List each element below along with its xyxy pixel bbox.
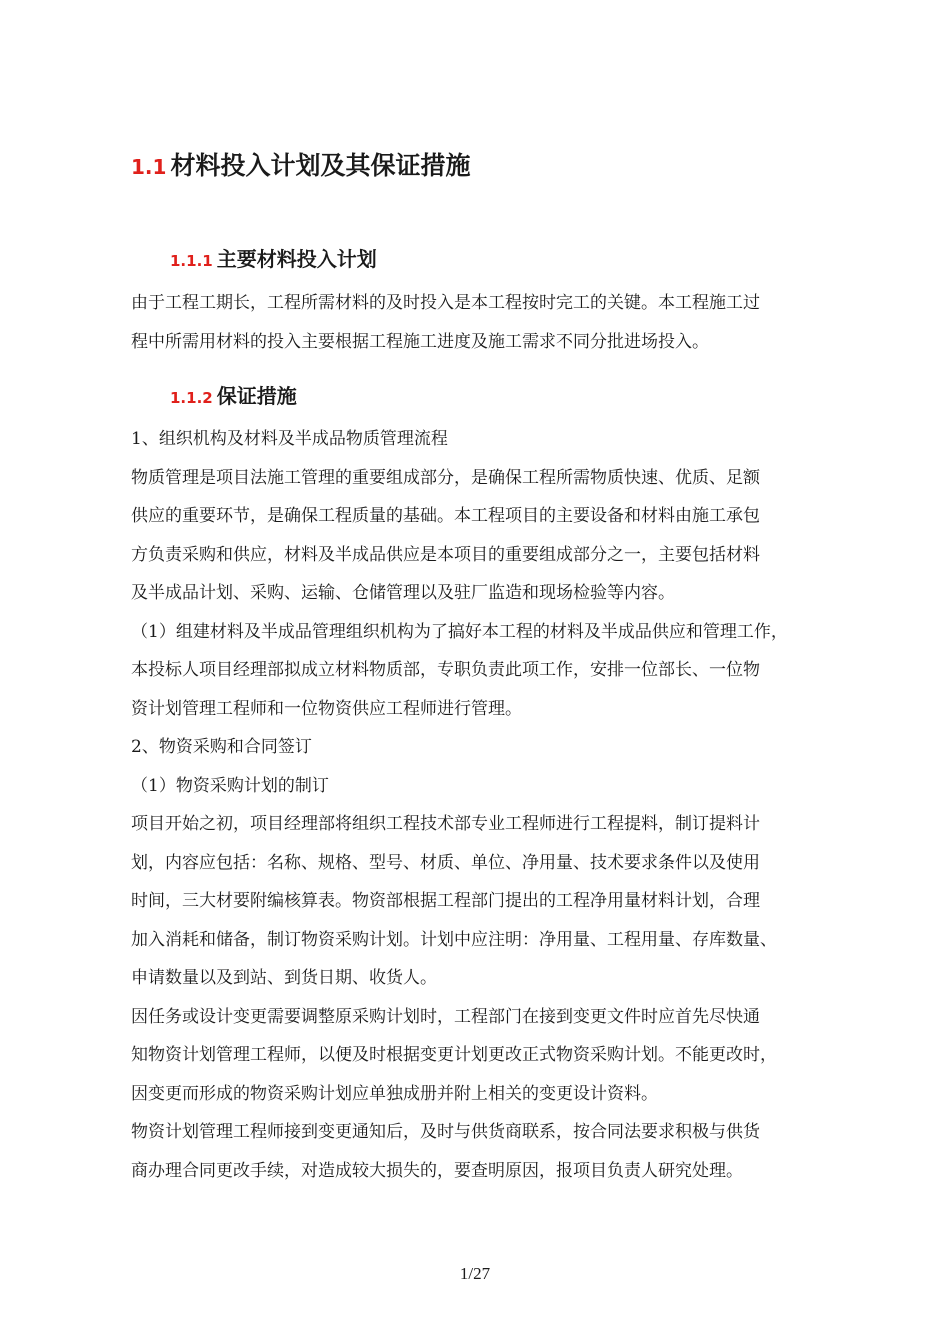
paragraph-line: 申请数量以及到站、到货日期、收货人。 — [131, 968, 437, 988]
subsection-title: 保证措施 — [216, 384, 297, 408]
paragraph-line: 1、组织机构及材料及半成品物质管理流程 — [131, 429, 448, 449]
paragraph-line: 因变更而形成的物资采购计划应单独成册并附上相关的变更设计资料。 — [131, 1083, 658, 1104]
section-title: 材料投入计划及其保证措施 — [170, 151, 471, 180]
paragraph-line: 由于工程工期长，工程所需材料的及时投入是本工程按时完工的关键。本工程施工过 — [131, 293, 760, 313]
paragraph-line: 物质管理是项目法施工管理的重要组成部分，是确保工程所需物质快速、优质、足额 — [131, 467, 760, 488]
paragraph-line: 加入消耗和储备，制订物资采购计划。计划中应注明：净用量、工程用量、存库数量、 — [131, 929, 777, 950]
paragraph-line: 程中所需用材料的投入主要根据工程施工进度及施工需求不同分批进场投入。 — [131, 331, 709, 352]
paragraph-line: 供应的重要环节，是确保工程质量的基础。本工程项目的主要设备和材料由施工承包 — [131, 506, 760, 526]
subsection-2-body — [131, 420, 861, 1190]
paragraph-line: 因任务或设计变更需要调整原采购计划时，工程部门在接到变更文件时应首先尽快通 — [131, 1006, 760, 1027]
subsection-title: 主要材料投入计划 — [216, 247, 377, 271]
paragraph-line: 2、物资采购和合同签订 — [131, 737, 312, 757]
section-number: 1.1 — [131, 155, 167, 179]
paragraph-line: 划，内容应包括：名称、规格、型号、材质、单位、净用量、技术要求条件以及使用 — [131, 852, 760, 873]
paragraph-line: 物资计划管理工程师接到变更通知后，及时与供货商联系，按合同法要求积极与供货 — [131, 1122, 760, 1142]
subsection-1-body — [131, 284, 861, 361]
subsection-number: 1.1.1 — [170, 252, 213, 270]
paragraph-line: 商办理合同更改手续，对造成较大损失的，要查明原因，报项目负责人研究处理。 — [131, 1160, 743, 1181]
subsection-number: 1.1.2 — [170, 389, 213, 407]
page-number: 1/27 — [459, 1264, 491, 1283]
paragraph-line: 项目开始之初，项目经理部将组织工程技术部专业工程师进行工程提料，制订提料计 — [131, 814, 760, 834]
paragraph-line: （1）组建材料及半成品管理组织机构为了搞好本工程的材料及半成品供应和管理工作， — [131, 621, 788, 642]
paragraph-line: 知物资计划管理工程师，以便及时根据变更计划更改正式物资采购计划。不能更改时， — [131, 1045, 777, 1065]
paragraph-line: 及半成品计划、采购、运输、仓储管理以及驻厂监造和现场检验等内容。 — [131, 583, 675, 603]
paragraph-line: 方负责采购和供应，材料及半成品供应是本项目的重要组成部分之一，主要包括材料 — [131, 544, 760, 565]
paragraph-line: 时间，三大材要附编核算表。物资部根据工程部门提出的工程净用量材料计划，合理 — [131, 891, 760, 911]
paragraph-line: 资计划管理工程师和一位物资供应工程师进行管理。 — [131, 698, 522, 719]
subsection-heading-1 — [170, 244, 377, 276]
paragraph-line: 本投标人项目经理部拟成立材料物质部，专职负责此项工作，安排一位部长、一位物 — [131, 660, 760, 680]
paragraph-line: （1）物资采购计划的制订 — [131, 775, 329, 796]
section-heading — [131, 148, 470, 185]
subsection-heading-2 — [170, 381, 297, 413]
